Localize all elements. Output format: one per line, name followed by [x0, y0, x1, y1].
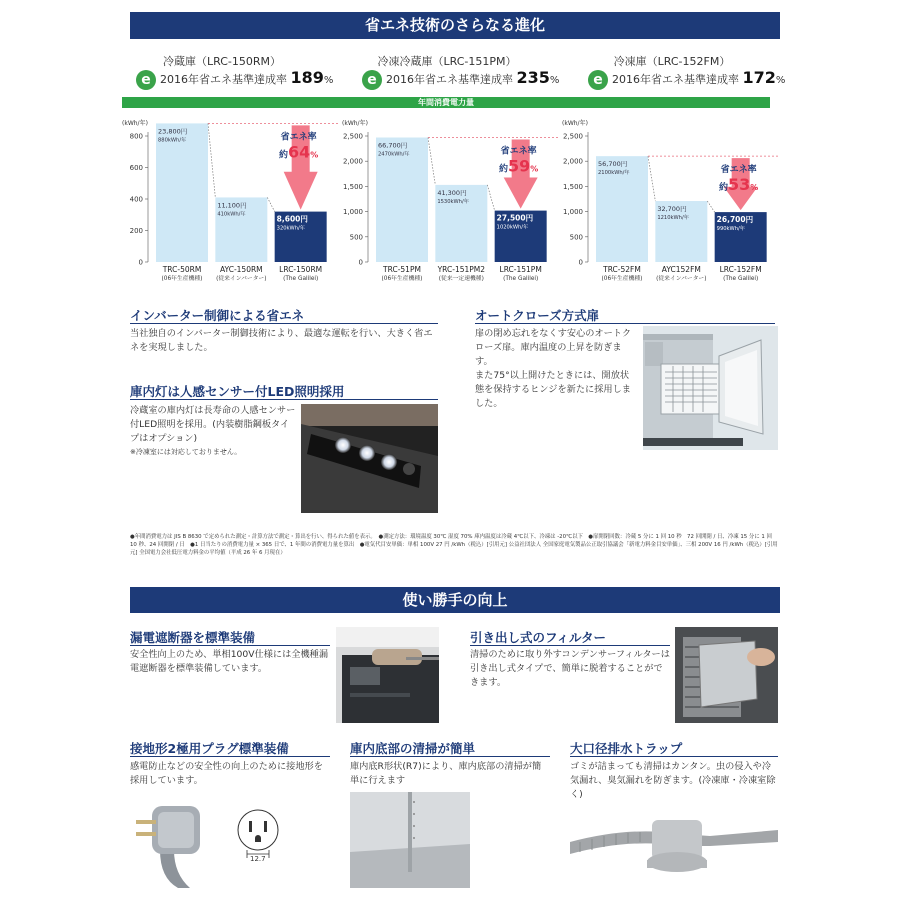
- chart-svg-1: [118, 114, 338, 294]
- y-tick-label: 0: [138, 258, 143, 267]
- x-tick-label: LRC-151PM: [499, 265, 542, 274]
- filter-underline: [470, 645, 670, 646]
- plug-photo: [130, 792, 218, 888]
- saving-rate-label: 省エネ率: [280, 132, 317, 143]
- y-tick-label: 800: [129, 132, 143, 141]
- refrigerator-door-illustration: [643, 326, 778, 450]
- x-subcategory-label: (06年生産機種): [601, 276, 643, 282]
- bar-yen-label: 8,600円: [276, 214, 308, 224]
- bottom-underline: [350, 756, 550, 757]
- x-subcategory-label: (The Galilei): [503, 276, 539, 282]
- product-name-2: 冷凍冷蔵庫（LRC-151PM）: [377, 55, 517, 68]
- y-tick-label: 0: [578, 258, 583, 267]
- eco-e-icon: e: [136, 70, 156, 90]
- autoclose-title: オートクローズ方式扉: [475, 308, 600, 323]
- drain-trap-photo: [570, 806, 778, 888]
- saving-rate-label: 省エネ率: [720, 165, 757, 176]
- leakage-underline: [130, 645, 330, 646]
- bar-TRC-50RM: [156, 123, 208, 262]
- saving-value: 59: [508, 156, 531, 176]
- bar-yen-label: 66,700円: [378, 141, 408, 150]
- plug-dimension: 12.7: [250, 855, 266, 863]
- annual-consumption-label: 年間消費電力量: [418, 98, 474, 107]
- chart-freezer-refrigerator: [338, 114, 558, 294]
- led-title: 庫内灯は人感センサー付LED照明採用: [130, 384, 345, 399]
- product-rate-1: e 2016年省エネ基準達成率 189%: [136, 68, 333, 90]
- led-light-photo: [301, 404, 438, 513]
- saving-prefix: 約: [719, 183, 729, 194]
- bar-yen-label: 41,300円: [437, 188, 467, 197]
- trap-underline: [570, 756, 778, 757]
- x-tick-label: TRC-51PM: [383, 265, 421, 274]
- chart-refrigerator: [118, 114, 338, 294]
- saving-prefix: 約: [279, 150, 289, 161]
- y-tick-label: 1,000: [562, 208, 583, 217]
- bar-kwh-label: 1210kWh/年: [657, 215, 689, 222]
- filter-photo: [675, 627, 778, 723]
- saving-unit: %: [530, 164, 539, 174]
- autoclose-text: 扉の閉め忘れをなくす安心のオートクローズ扉。庫内温度の上昇を防ぎます。 また75°以上開けたときには、開放状態を保持するヒンジを新たに採用しました。: [475, 328, 632, 409]
- saving-unit: %: [750, 183, 759, 193]
- eco-e-icon: e: [588, 70, 608, 90]
- chart-svg-2: [338, 114, 558, 294]
- x-subcategory-label: (従来一定速機種): [438, 276, 484, 282]
- x-subcategory-label: (06年生産機種): [381, 276, 423, 282]
- connector-line: [208, 123, 215, 197]
- bar-kwh-label: 990kWh/年: [716, 226, 745, 233]
- x-subcategory-label: (従来インバーター): [656, 276, 707, 282]
- x-tick-label: TRC-50RM: [162, 265, 202, 274]
- connector-line: [428, 138, 435, 185]
- x-subcategory-label: (The Galilei): [283, 276, 319, 282]
- y-tick-label: 1,000: [342, 208, 363, 217]
- bar-yen-label: 23,800円: [158, 127, 188, 136]
- saving-rate-value-group: [278, 142, 318, 161]
- bar-yen-label: 26,700円: [716, 215, 754, 225]
- x-tick-label: YRC-151PM2: [437, 265, 486, 274]
- annual-consumption-bar: [122, 97, 770, 108]
- y-tick-label: 2,000: [342, 157, 363, 166]
- interior-illustration: [350, 792, 470, 888]
- x-tick-label: AYC-150RM: [219, 265, 263, 274]
- connector-line: [648, 156, 655, 201]
- x-subcategory-label: (06年生産機種): [161, 276, 203, 282]
- header-banner: [130, 12, 780, 39]
- bar-yen-label: 56,700円: [598, 160, 628, 169]
- y-axis-label: (kWh/年): [342, 120, 368, 127]
- product-rate-2: e 2016年省エネ基準達成率 235%: [362, 68, 559, 90]
- saving-value: 64: [288, 142, 311, 162]
- inverter-underline: [130, 323, 438, 324]
- x-subcategory-label: (従来インバーター): [216, 276, 267, 282]
- y-tick-label: 0: [358, 258, 363, 267]
- inverter-title: インバーター制御による省エネ: [130, 308, 305, 323]
- led-light-illustration: [301, 404, 438, 513]
- usability-banner: [130, 587, 780, 613]
- interior-bottom-photo: [350, 792, 470, 888]
- y-tick-label: 1,500: [342, 182, 363, 191]
- bar-yen-label: 27,500円: [496, 213, 534, 223]
- trap-text: ゴミが詰まっても清掃はカンタン。虫の侵入や冷気漏れ、臭気漏れを防ぎます。(冷凍庫・冷凍室除く): [570, 761, 776, 800]
- trap-title: 大口径排水トラップ: [570, 741, 683, 756]
- y-tick-label: 2,500: [342, 132, 363, 141]
- saving-rate-value-group: [498, 157, 538, 176]
- bar-kwh-label: 410kWh/年: [217, 211, 246, 218]
- led-text: 冷蔵室の庫内灯は長寿命の人感センサー付LED照明を採用。(内装樹脂鋼板タイプはオプション): [130, 405, 296, 444]
- product-name-3: 冷凍庫（LRC-152FM）: [613, 55, 731, 68]
- product-rate-3: e 2016年省エネ基準達成率 172%: [588, 68, 785, 90]
- product-name-1: 冷蔵庫（LRC-150RM）: [162, 55, 281, 68]
- y-tick-label: 500: [349, 233, 363, 242]
- y-tick-label: 1,500: [562, 182, 583, 191]
- saving-unit: %: [310, 150, 319, 160]
- drain-trap-illustration: [570, 806, 778, 888]
- x-tick-label: TRC-52FM: [603, 265, 641, 274]
- bar-kwh-label: 2470kWh/年: [378, 151, 410, 158]
- connector-line: [267, 197, 274, 211]
- filter-title: 引き出し式のフィルター: [470, 630, 607, 645]
- page-title: 省エネ技術のさらなる進化: [364, 16, 545, 34]
- plug-title: 接地形2極用プラグ標準装備: [130, 741, 289, 756]
- eco-e-icon: e: [362, 70, 382, 90]
- saving-rate-label: 省エネ率: [500, 146, 537, 157]
- bar-kwh-label: 1530kWh/年: [437, 198, 469, 205]
- y-axis-label: (kWh/年): [122, 120, 148, 127]
- connector-line: [707, 201, 714, 212]
- bar-yen-label: 32,700円: [657, 205, 687, 214]
- bar-kwh-label: 1020kWh/年: [496, 224, 529, 231]
- breaker-illustration: [336, 627, 439, 723]
- plug-text: 感電防止などの安全性の向上のために接地形を採用しています。: [130, 761, 323, 786]
- bar-kwh-label: 320kWh/年: [276, 225, 305, 232]
- y-axis-label: (kWh/年): [562, 120, 588, 127]
- led-underline: [130, 399, 438, 400]
- saving-value: 53: [728, 175, 751, 195]
- plug-illustration: [130, 792, 218, 888]
- inverter-text: 当社独自のインバーター制御技術により、最適な運転を行い、大きく省エネを実現しました。: [130, 328, 433, 353]
- chart-freezer: [558, 114, 778, 294]
- chart-svg-3: [558, 114, 778, 294]
- y-tick-label: 600: [129, 164, 143, 172]
- led-note: ※冷凍室には対応しておりません。: [130, 448, 242, 456]
- x-tick-label: LRC-152FM: [719, 265, 762, 274]
- y-tick-label: 2,500: [562, 132, 583, 141]
- plug-diagram: [230, 806, 286, 868]
- bar-kwh-label: 2100kWh/年: [598, 170, 630, 177]
- leakage-text: 安全性向上のため、単相100V仕様には全機種漏電遮断器を標準装備しています。: [130, 649, 329, 674]
- usability-title: 使い勝手の向上: [402, 591, 508, 609]
- y-tick-label: 500: [569, 233, 583, 242]
- autoclose-underline: [475, 323, 775, 324]
- x-tick-label: LRC-150RM: [279, 265, 323, 274]
- footnote: ●年間消費電力は JIS B 8630 で定められた測定・計算方法で測定・算出を行い、得られた値を表示。 ●測定方法：環境温度 30℃ 湿度 70% 庫内温度は冷蔵 4℃以下、冷凍は -20℃以下 ●扉開閉回数：冷蔵 5 分に 1 回 10 秒 72 回開閉 / 日、冷凍 15 分に 1 回 10 秒、24 回開閉 / 日 ●1 日当たりの消費電力量 × 365 日で、1 年間の消費電力量を算出 ●電気代目安単価：単相 100V 27 円 /kWh（税込）[引用元] 公益社団法人 全国家庭電気製品公正取引協議会「新電力料金目安単価」、三相 200V 16 円 /kWh（税込）[引用元] 全国電力会社低圧電力料金の平均値（平成 26 年 6 月現在）: [130, 534, 778, 556]
- saving-rate-value-group: [718, 175, 758, 194]
- x-tick-label: AYC152FM: [661, 265, 701, 274]
- y-tick-label: 200: [129, 227, 143, 235]
- bar-yen-label: 11,100円: [217, 201, 247, 210]
- bottom-title: 庫内底部の清掃が簡単: [350, 741, 476, 756]
- bottom-text: 庫内底R形状(R7)により、庫内底部の清掃が簡単に行えます: [350, 761, 542, 786]
- filter-illustration: [675, 627, 778, 723]
- leakage-title: 漏電遮断器を標準装備: [130, 630, 256, 645]
- autoclose-door-photo: [643, 326, 778, 450]
- plug-underline: [130, 756, 330, 757]
- y-tick-label: 400: [129, 195, 143, 204]
- filter-text: 清掃のために取り外すコンデンサーフィルターは引き出し式タイプで、簡単に脱着することができます。: [470, 649, 670, 688]
- bar-kwh-label: 880kWh/年: [158, 137, 187, 144]
- connector-line: [487, 185, 494, 211]
- x-subcategory-label: (The Galilei): [723, 276, 759, 282]
- leakage-breaker-photo: [336, 627, 439, 723]
- saving-prefix: 約: [499, 164, 509, 175]
- y-tick-label: 2,000: [562, 157, 583, 166]
